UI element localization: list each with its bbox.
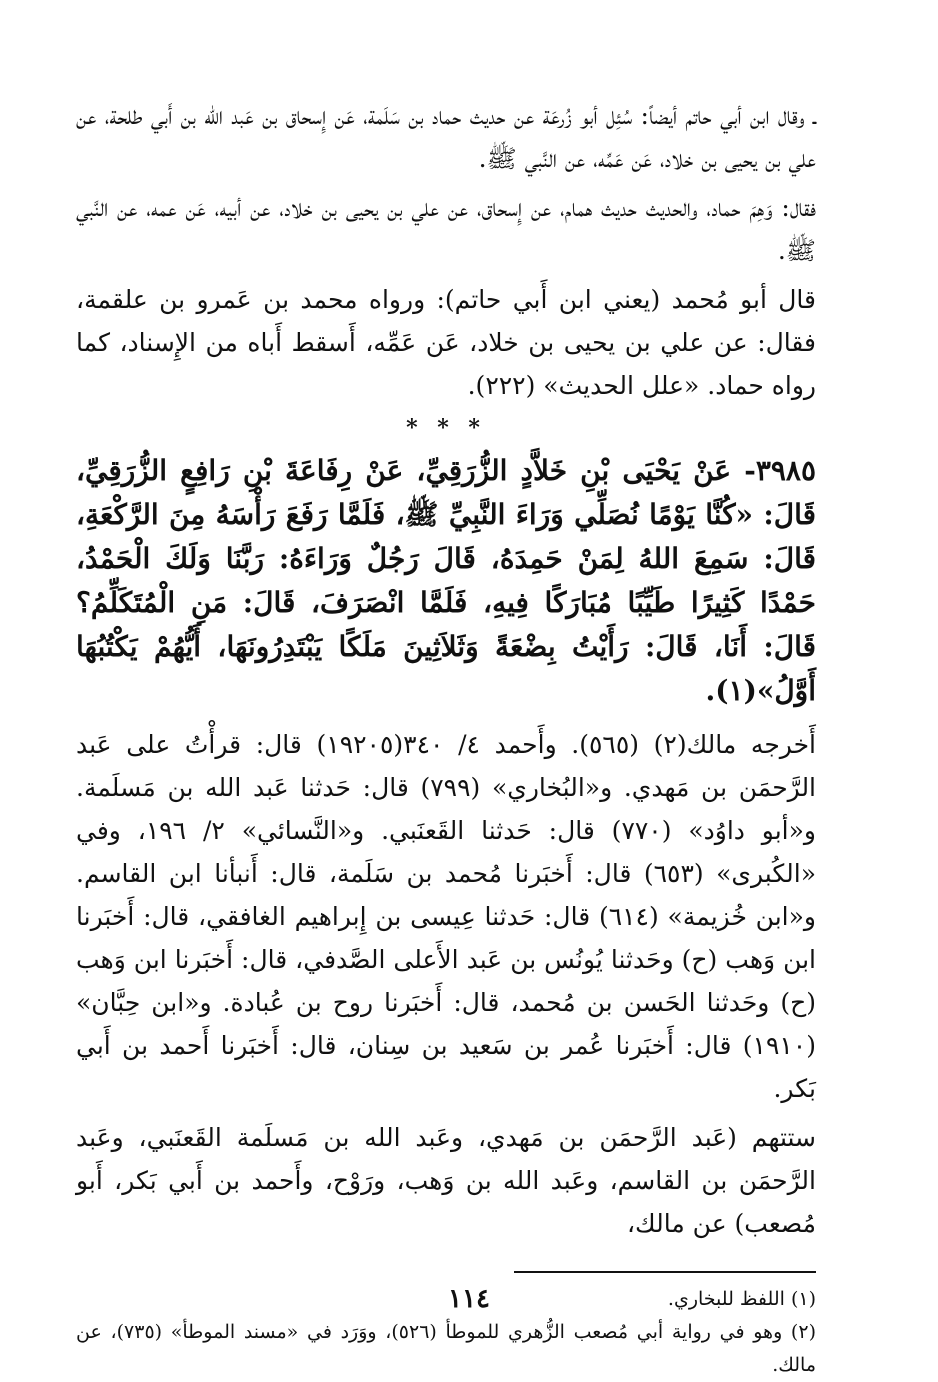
footnote-2: (٢) وهو في رواية أبي مُصعب الزُّهري للموطأ (٥٢٦)، ووَرَد في «مسند الموطأ» (٧٣٥)، عن مالك. bbox=[76, 1321, 816, 1376]
section-separator-stars: * * * bbox=[406, 415, 486, 441]
page-number: ١١٤ bbox=[448, 1284, 490, 1314]
paragraph-abi-hatim-3: قال أبو مُحمد (يعني ابن أَبي حاتم): ورواه محمد بن عَمرو بن علقمة، فقال: عن علي بن يحيى بن خلاد، عَن عَمِّه، أَسقط أَباه من الإِسناد، كما رواه حماد. «علل الحديث» (٢٢٢). bbox=[76, 285, 816, 400]
footnote-separator bbox=[514, 1271, 816, 1273]
footnote-1: (١) اللفظ للبخاري. bbox=[667, 1288, 816, 1310]
paragraph-abi-hatim-1: ـ وقال ابن أبي حاتم أيضاً: سُئِل أبو زُرعَة عن حديث حماد بن سَلَمة، عَن إِسحاق بن عَبد الله بن أَبي طلحة، عن علي بن يحيى بن خلاد، عَن عَمِّه، عن النَّبي ﷺ. bbox=[76, 101, 816, 173]
paragraph-takhrij: أَخرجه مالك(٢) (٥٦٥). وأَحمد ٤/ ٣٤٠(١٩٢٠٥) قال: قرأْتُ على عَبد الرَّحمَن بن مَهدي. و«البُخاري» (٧٩٩) قال: حَدثنا عَبد الله بن مَسلَمة. و«أبو داوُد» (٧٧٠) قال: حَدثنا القَعنَبي. و«النَّسائي» ٢/ ١٩٦، وفي «الكُبرى» (٦٥٣) قال: أَخبَرنا مُحمد بن سَلَمة، قال: أَنبأنا ابن القاسم. و«ابن خُزيمة» (٦١٤) قال: حَدثنا عِيسى بن إِبراهيم الغافقي، قال: أَخبَرنا ابن وَهب (ح) وحَدثنا يُونُس بن عَبد الأَعلى الصَّدفي، قال: أَخبَرنا ابن وَهب (ح) وحَدثنا الحَسن بن مُحمد، قال: أَخبَرنا روح بن عُبادة. و«ابن حِبَّان» (١٩١٠) قال: أَخبَرنا عُمر بن سَعيد بن سِنان، قال: أَخبَرنا أَحمد بن أَبي بَكر. bbox=[76, 730, 817, 1103]
paragraph-narrators: ستتهم (عَبد الرَّحمَن بن مَهدي، وعَبد الله بن مَسلَمة القَعنَبي، وعَبد الرَّحمَن بن القاسم، وعَبد الله بن وَهب، ورَوْح، وأَحمد بن أَبي بَكر، أَبو مُصعب) عن مالك، bbox=[76, 1123, 816, 1238]
hadith-text: ٣٩٨٥- عَنْ يَحْيَى بْنِ خَلاَّدٍ الزُّرَقِيِّ، عَنْ رِفَاعَةَ بْنِ رَافِعٍ الزُّرَقِيِّ، قَالَ: «كُنَّا يَوْمًا نُصَلِّي وَرَاءَ النَّبِيِّ ﷺ، فَلَمَّا رَفَعَ رَأْسَهُ مِنَ الرَّكْعَةِ، قَالَ: سَمِعَ اللهُ لِمَنْ حَمِدَهُ، قَالَ رَجُلٌ وَرَاءَهُ: رَبَّنَا وَلَكَ الْحَمْدُ، حَمْدًا كَثِيرًا طَيِّبًا مُبَارَكًا فِيهِ، فَلَمَّا انْصَرَفَ، قَالَ: مَنِ الْمُتَكَلِّمُ؟ قَالَ: أَنَا، قَالَ: رَأَيْتُ بِضْعَةً وَثَلاَثِينَ مَلَكًا يَبْتَدِرُونَهَا، أَيُّهُمْ يَكْتُبُهَا أَوَّلُ»(١). bbox=[76, 454, 816, 707]
paragraph-abi-hatim-2: فقال: وَهِمَ حماد، والحديث حديث همام، عن إِسحاق، عن علي بن يحيى بن خلاد، عن أبيه، عَن عمه، عن النَّبي ﷺ. bbox=[76, 193, 816, 265]
